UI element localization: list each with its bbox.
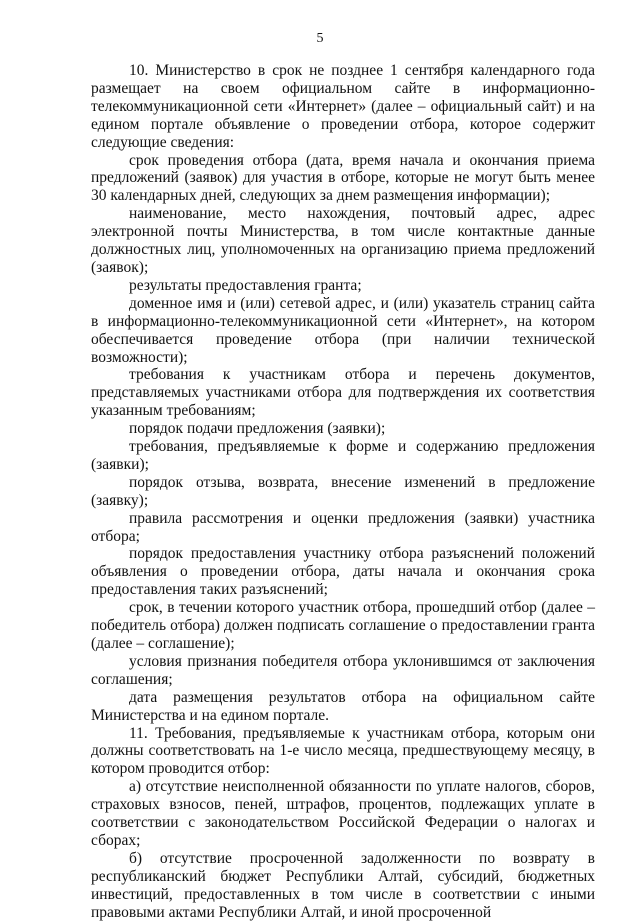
list-item-publication-date: дата размещения результатов отбора на официальном сайте Министерства и на едином портале. [91, 688, 595, 724]
paragraph-item-10-intro: 10. Министерство в срок не позднее 1 сентября календарного года размещает на своем официальном сайте в информационно-телекоммуникационной сети «Интернет» (далее – официальный сайт) и на едином портале объявление о проведении отбора, которое содержит следующие сведения: [91, 62, 595, 151]
list-item-b-overdue-debt: б) отсутствие просроченной задолженности по возврату в республиканский бюджет Республики Алтай, субсидий, бюджетных инвестиций, предоставленных в том числе в соответствии с иными правовыми актами Республики Алтай, и иной просроченной [91, 849, 595, 921]
list-item-clarification-procedure: порядок предоставления участнику отбора разъяснений положений объявления о проведении отбора, даты начала и окончания срока предоставления таких разъяснений; [91, 545, 595, 599]
paragraph-item-11-intro: 11. Требования, предъявляемые к участникам отбора, которым они должны соответствовать на 1-е число месяца, предшествующему месяцу, в котором проводится отбор: [91, 724, 595, 778]
list-item-agreement-deadline: срок, в течении которого участник отбора, прошедший отбор (далее – победитель отбора) должен подписать соглашение о предоставлении гранта (далее – соглашение); [91, 599, 595, 652]
page-number: 5 [316, 31, 324, 46]
list-item-grant-results: результаты предоставления гранта; [129, 276, 362, 294]
list-item-ministry-contacts: наименование, место нахождения, почтовый адрес, адрес электронной почты Министерства, в том числе контактные данные должностных лиц, уполномоченных на организацию приема предложений (заявок); [91, 205, 595, 276]
list-item-form-requirements: требования, предъявляемые к форме и содержанию предложения (заявки); [91, 438, 595, 473]
list-item-a-tax-obligations: а) отсутствие неисполненной обязанности по уплате налогов, сборов, страховых взносов, пеней, штрафов, процентов, подлежащих уплате в соответствии с законодательством Российской Федерации о налогах и сборах; [91, 778, 595, 849]
list-item-withdrawal-procedure: порядок отзыва, возврата, внесение изменений в предложение (заявку); [91, 473, 595, 509]
list-item-evasion-conditions: условия признания победителя отбора уклонившимся от заключения соглашения; [91, 652, 595, 688]
list-item-participant-requirements: требования к участникам отбора и перечень документов, представляемых участниками отбора для подтверждения их соответствия указанным требованиям; [91, 366, 595, 420]
list-item-submission-procedure: порядок подачи предложения (заявки); [129, 420, 386, 438]
list-item-website-address: доменное имя и (или) сетевой адрес, и (или) указатель страниц сайта в информационно-телекоммуникационной сети «Интернет», на котором обеспечивается проведение отбора (при наличии технической возможности); [91, 294, 595, 366]
document-body [91, 62, 595, 922]
list-item-selection-period: срок проведения отбора (дата, время начала и окончания приема предложений (заявок) для участия в отборе, которые не могут быть менее 30 календарных дней, следующих за днем размещения информации); [91, 151, 595, 205]
list-item-evaluation-rules: правила рассмотрения и оценки предложения (заявки) участника отбора; [91, 509, 595, 545]
